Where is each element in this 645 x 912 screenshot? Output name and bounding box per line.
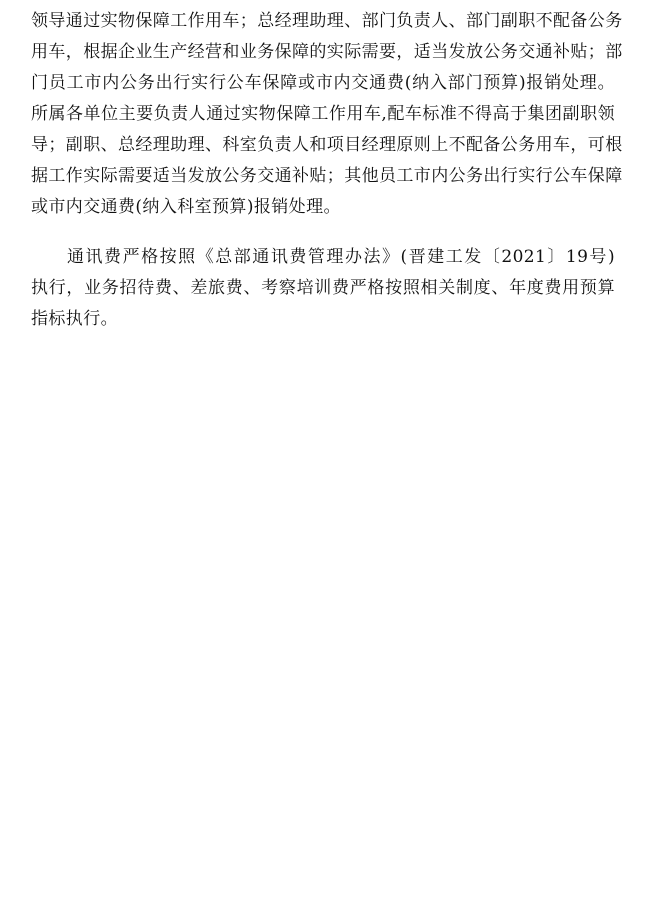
paragraph-line: 导；副职、总经理助理、科室负责人和项目经理原则上不配备公务用车，可根 (31, 135, 623, 155)
paragraph-expense-policy (31, 242, 615, 335)
paragraph-line: 据工作实际需要适当发放公务交通补贴；其他员工市内公务出行实行公车保障 (31, 166, 623, 186)
paragraph-line: 执行，业务招待费、差旅费、考察培训费严格按照相关制度、年度费用预算 (31, 278, 615, 298)
paragraph-line: 领导通过实物保障工作用车；总经理助理、部门负责人、部门副职不配备公务 (31, 11, 623, 31)
paragraph-line: 门员工市内公务出行实行公车保障或市内交通费(纳入部门预算)报销处理。 (31, 73, 615, 93)
paragraph-line: 用车，根据企业生产经营和业务保障的实际需要，适当发放公务交通补贴；部 (31, 42, 623, 62)
paragraph-line: 所属各单位主要负责人通过实物保障工作用车,配车标准不得高于集团副职领 (31, 104, 615, 124)
paragraph-line: 通讯费严格按照《总部通讯费管理办法》(晋建工发〔2021〕19号) (67, 247, 615, 267)
paragraph-vehicle-policy (31, 6, 623, 223)
paragraph-line: 或市内交通费(纳入科室预算)报销处理。 (31, 197, 341, 217)
paragraph-line: 指标执行。 (31, 309, 118, 329)
